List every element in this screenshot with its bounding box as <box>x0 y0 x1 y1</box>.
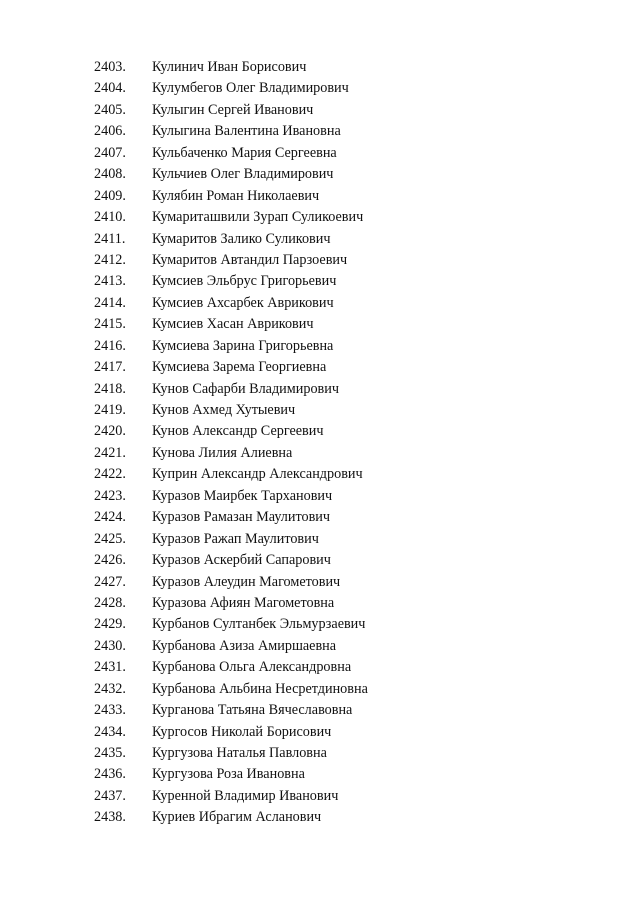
entry-name: Кулыгина Валентина Ивановна <box>152 123 341 140</box>
list-item <box>94 381 554 402</box>
entry-name: Кургузова Наталья Павловна <box>152 745 327 761</box>
entry-number: 2410. <box>94 209 126 226</box>
list-item <box>94 724 554 745</box>
entry-number: 2407. <box>94 144 126 161</box>
entry-number: 2428. <box>94 594 126 611</box>
entry-number: 2408. <box>94 166 126 183</box>
entry-name: Куренной Владимир Иванович <box>152 787 339 804</box>
entry-name: Куразов Маирбек Тарханович <box>152 487 333 504</box>
list-item <box>94 788 554 809</box>
list-item <box>94 273 554 294</box>
list-item <box>94 809 554 830</box>
entry-number: 2404. <box>94 80 126 97</box>
entry-number: 2435. <box>94 745 126 761</box>
entry-name: Кулябин Роман Николаевич <box>152 187 320 204</box>
entry-name: Куразов Алеудин Магометович <box>152 573 341 590</box>
list-item <box>94 252 554 273</box>
list-item <box>94 188 554 209</box>
entry-name: Кумаритов Автандил Парзоевич <box>152 251 348 268</box>
entry-name: Куразов Ражап Маулитович <box>152 530 319 547</box>
list-item <box>94 59 554 80</box>
entry-name: Кулыгин Сергей Иванович <box>152 101 314 118</box>
entry-number: 2432. <box>94 680 126 697</box>
entry-number: 2406. <box>94 123 126 140</box>
list-item <box>94 102 554 123</box>
entry-number: 2416. <box>94 337 126 354</box>
entry-number: 2425. <box>94 530 126 547</box>
list-item <box>94 423 554 444</box>
entry-name: Кульбаченко Мария Сергеевна <box>152 144 337 161</box>
entry-name: Курбанова Альбина Несретдиновна <box>152 680 368 697</box>
entry-number: 2426. <box>94 552 126 569</box>
entry-name: Кумсиева Зарина Григорьевна <box>152 337 334 354</box>
entry-name: Куразова Афиян Магометовна <box>152 594 335 611</box>
entry-name: Кумариташвили Зурап Суликоевич <box>152 209 364 226</box>
entry-number: 2438. <box>94 809 126 826</box>
list-item <box>94 766 554 787</box>
list-item <box>94 123 554 144</box>
entry-number: 2405. <box>94 101 126 118</box>
entry-name: Кунов Александр Сергеевич <box>152 423 324 440</box>
list-item <box>94 295 554 316</box>
entry-number: 2415. <box>94 316 126 333</box>
entry-name: Кумсиева Зарема Георгиевна <box>152 359 327 376</box>
entry-number: 2411. <box>94 230 126 247</box>
entry-name: Кумсиев Хасан Аврикович <box>152 316 314 333</box>
entry-name: Куприн Александр Александрович <box>152 466 363 483</box>
entry-name: Кургосов Николай Борисович <box>152 723 332 740</box>
list-item <box>94 231 554 252</box>
entry-number: 2431. <box>94 659 126 676</box>
list-item <box>94 531 554 552</box>
entry-number: 2414. <box>94 294 126 311</box>
entry-name: Кумаритов Залико Суликович <box>152 230 331 247</box>
list-item <box>94 552 554 573</box>
entry-name: Куриев Ибрагим Асланович <box>152 809 322 826</box>
entry-name: Куразов Рамазан Маулитович <box>152 509 331 526</box>
list-item <box>94 338 554 359</box>
entry-name: Кульчиев Олег Владимирович <box>152 166 334 183</box>
list-item <box>94 166 554 187</box>
list-item <box>94 359 554 380</box>
list-item <box>94 145 554 166</box>
entry-number: 2436. <box>94 766 126 783</box>
entry-number: 2429. <box>94 616 126 633</box>
entry-name: Кунова Лилия Алиевна <box>152 444 293 461</box>
list-item <box>94 402 554 423</box>
entry-name: Кунов Сафарби Владимирович <box>152 380 339 397</box>
entry-name: Кулумбегов Олег Владимирович <box>152 80 349 97</box>
entry-number: 2434. <box>94 723 126 740</box>
list-item <box>94 209 554 230</box>
entry-number: 2420. <box>94 423 126 440</box>
list-item <box>94 488 554 509</box>
list-item <box>94 316 554 337</box>
list-item <box>94 595 554 616</box>
entry-number: 2417. <box>94 359 126 376</box>
entry-number: 2424. <box>94 509 126 526</box>
list-item <box>94 681 554 702</box>
list-item <box>94 80 554 101</box>
list-item <box>94 574 554 595</box>
entry-name: Куразов Аскербий Сапарович <box>152 552 331 569</box>
entry-number: 2427. <box>94 573 126 590</box>
entry-name: Курганова Татьяна Вячеславовна <box>152 702 353 719</box>
entry-name: Кулинич Иван Борисович <box>152 59 307 75</box>
list-item <box>94 659 554 680</box>
list-item <box>94 466 554 487</box>
list-item <box>94 638 554 659</box>
entry-name: Кумсиев Ахсарбек Аврикович <box>152 294 334 311</box>
entry-number: 2423. <box>94 487 126 504</box>
entry-name: Кунов Ахмед Хутыевич <box>152 402 296 418</box>
list-item <box>94 702 554 723</box>
entry-name: Кумсиев Эльбрус Григорьевич <box>152 273 337 290</box>
entry-number: 2433. <box>94 702 126 719</box>
entry-number: 2437. <box>94 787 126 804</box>
entry-number: 2403. <box>94 59 126 75</box>
list-item <box>94 509 554 530</box>
entry-name: Курбанова Азиза Амиршаевна <box>152 637 337 654</box>
entry-name: Курбанова Ольга Александровна <box>152 659 352 676</box>
list-item <box>94 445 554 466</box>
list-item <box>94 745 554 766</box>
list-item <box>94 616 554 637</box>
entry-number: 2430. <box>94 637 126 654</box>
entry-number: 2412. <box>94 251 126 268</box>
entry-number: 2419. <box>94 402 126 418</box>
entry-name: Кургузова Роза Ивановна <box>152 766 305 783</box>
entry-name: Курбанов Султанбек Эльмурзаевич <box>152 616 366 633</box>
entry-number: 2421. <box>94 444 126 461</box>
name-list <box>94 59 554 831</box>
entry-number: 2409. <box>94 187 126 204</box>
entry-number: 2422. <box>94 466 126 483</box>
entry-number: 2418. <box>94 380 126 397</box>
entry-number: 2413. <box>94 273 126 290</box>
